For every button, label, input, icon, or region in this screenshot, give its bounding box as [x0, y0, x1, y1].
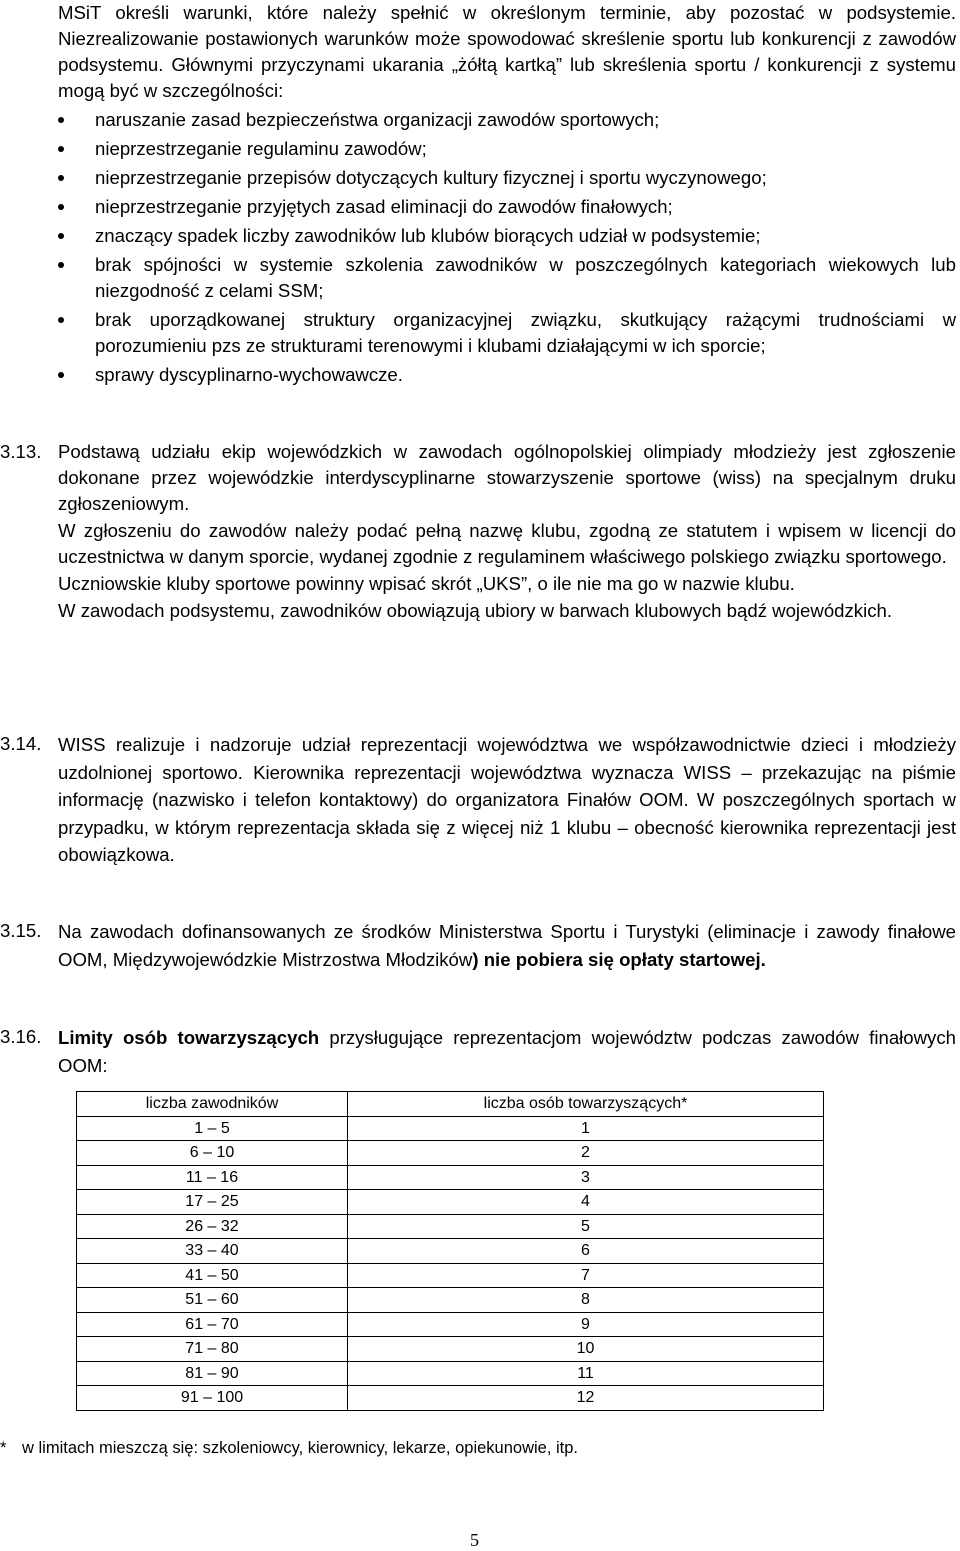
bullet-icon [58, 317, 64, 323]
table-cell: 81 – 90 [77, 1361, 348, 1386]
table-cell: 5 [348, 1214, 824, 1239]
paragraph: W zgłoszeniu do zawodów należy podać pełną nazwę klubu, zgodną ze statutem i wpisem w licencji do uczestnictwa w danym sporcie, wydanej zgodnie z regulaminem właściwego polskiego związku sportowego. [58, 520, 956, 567]
section-body [58, 918, 956, 973]
table-row [77, 1165, 824, 1190]
table-cell: 10 [348, 1337, 824, 1362]
list-item: brak uporządkowanej struktury organizacyjnej związku, skutkujący rażącymi trudnościami w porozumieniu pzs ze strukturami terenowymi i klubami działającymi w ich sporcie; [58, 307, 956, 359]
table-cell: 3 [348, 1165, 824, 1190]
table-cell: 1 – 5 [77, 1116, 348, 1141]
table-cell: 1 [348, 1116, 824, 1141]
list-item: znaczący spadek liczby zawodników lub klubów biorących udział w podsystemie; [58, 223, 956, 249]
paragraph: Na zawodach dofinansowanych ze środków Ministerstwa Sportu i Turystyki (eliminacje i zawody finałowe OOM, Międzywojewódzkie Mistrzostwa Młodzików) nie pobiera się opłaty startowej. [58, 921, 956, 970]
table-cell: 8 [348, 1288, 824, 1313]
paragraph: WISS realizuje i nadzoruje udział reprezentacji województwa we współzawodnictwie dzieci i młodzieży uzdolnionej sportowo. Kierownika reprezentacji województwa wyznacza WISS – przekazując na piśmie informację (nazwisko i telefon kontaktowy) do organizatora Finałów OOM. W poszczególnych sportach w przypadku, w którym reprezentacja składa się z więcej niż 1 klubu – obecność kierownika reprezentacji jest obowiązkowa. [58, 734, 956, 865]
table-row [77, 1361, 824, 1386]
table-cell: 11 – 16 [77, 1165, 348, 1190]
table-row [77, 1386, 824, 1411]
table-cell: 6 – 10 [77, 1141, 348, 1166]
bold-text: Limity osób towarzyszących [58, 1027, 320, 1048]
table-row [77, 1312, 824, 1337]
paragraph: Uczniowskie kluby sportowe powinny wpisać skrót „UKS”, o ile nie ma go w nazwie klubu. [58, 573, 795, 594]
table-row [77, 1263, 824, 1288]
section-number: 3.15. [0, 920, 42, 941]
section-number: 3.14. [0, 733, 42, 754]
table-cell: 4 [348, 1190, 824, 1215]
section-number: 3.13. [0, 441, 42, 462]
table-cell: 9 [348, 1312, 824, 1337]
table-row [77, 1116, 824, 1141]
table-cell: 71 – 80 [77, 1337, 348, 1362]
paragraph: Limity osób towarzyszących przysługujące reprezentacjom województw podczas zawodów finałowych OOM: [58, 1027, 956, 1076]
list-item: nieprzestrzeganie przyjętych zasad eliminacji do zawodów finałowych; [58, 194, 956, 220]
table-cell: 12 [348, 1386, 824, 1411]
section-body [58, 1024, 956, 1079]
table-cell: 6 [348, 1239, 824, 1264]
list-item: nieprzestrzeganie regulaminu zawodów; [58, 136, 956, 162]
table-cell: 41 – 50 [77, 1263, 348, 1288]
bold-text: ) nie pobiera się opłaty startowej. [472, 948, 766, 970]
table-cell: 91 – 100 [77, 1386, 348, 1411]
table-cell: 51 – 60 [77, 1288, 348, 1313]
paragraph: W zawodach podsystemu, zawodników obowiązują ubiory w barwach klubowych bądź wojewódzkich. [58, 600, 893, 621]
table-row [77, 1141, 824, 1166]
column-header: liczba osób towarzyszących* [348, 1092, 824, 1117]
table-row [77, 1239, 824, 1264]
column-header: liczba zawodników [77, 1092, 348, 1117]
footnote-text: w limitach mieszczą się: szkoleniowcy, kierownicy, lekarze, opiekunowie, itp. [22, 1439, 579, 1457]
list-item: naruszanie zasad bezpieczeństwa organizacji zawodów sportowych; [58, 107, 956, 133]
table-cell: 61 – 70 [77, 1312, 348, 1337]
intro-block [58, 0, 956, 391]
bullet-icon [58, 262, 64, 268]
list-item: brak spójności w systemie szkolenia zawodników w poszczególnych kategoriach wiekowych lub niezgodność z celami SSM; [58, 252, 956, 304]
table-cell: 26 – 32 [77, 1214, 348, 1239]
list-item: nieprzestrzeganie przepisów dotyczących kultury fizycznej i sportu wyczynowego; [58, 165, 956, 191]
list-item: sprawy dyscyplinarno-wychowawcze. [58, 362, 956, 388]
section-body [58, 731, 956, 869]
table-row [77, 1288, 824, 1313]
reasons-list [58, 107, 956, 388]
table-row [77, 1190, 824, 1215]
bullet-icon [58, 233, 64, 239]
section-number: 3.16. [0, 1026, 42, 1047]
table-cell: 7 [348, 1263, 824, 1288]
table-row [77, 1214, 824, 1239]
table-cell: 2 [348, 1141, 824, 1166]
intro-paragraph: MSiT określi warunki, które należy spełnić w określonym terminie, aby pozostać w podsystemie. Niezrealizowanie postawionych warunków może spowodować skreślenie sportu lub konkurencji z zawodów podsystemu. Głównymi przyczynami ukarania „żółtą kartką” lub skreślenia sportu / konkurencji z systemu mogą być w szczególności: [58, 2, 956, 101]
table-cell: 17 – 25 [77, 1190, 348, 1215]
section-body [58, 439, 956, 624]
bullet-icon [58, 117, 64, 123]
bullet-icon [58, 372, 64, 378]
table-cell: 33 – 40 [77, 1239, 348, 1264]
bullet-icon [58, 175, 64, 181]
bullet-icon [58, 204, 64, 210]
footnote [0, 1436, 578, 1460]
footnote-marker: * [0, 1439, 7, 1457]
table-row [77, 1337, 824, 1362]
paragraph: Podstawą udziału ekip wojewódzkich w zawodach ogólnopolskiej olimpiady młodzieży jest zgłoszenie dokonane przez wojewódzkie interdyscyplinarne stowarzyszenie sportowe (wiss) na specjalnym druku zgłoszeniowym. [58, 441, 956, 514]
bullet-icon [58, 146, 64, 152]
page-number: 5 [470, 1530, 479, 1550]
table-header-row [77, 1092, 824, 1117]
limits-table [76, 1091, 824, 1411]
table-cell: 11 [348, 1361, 824, 1386]
